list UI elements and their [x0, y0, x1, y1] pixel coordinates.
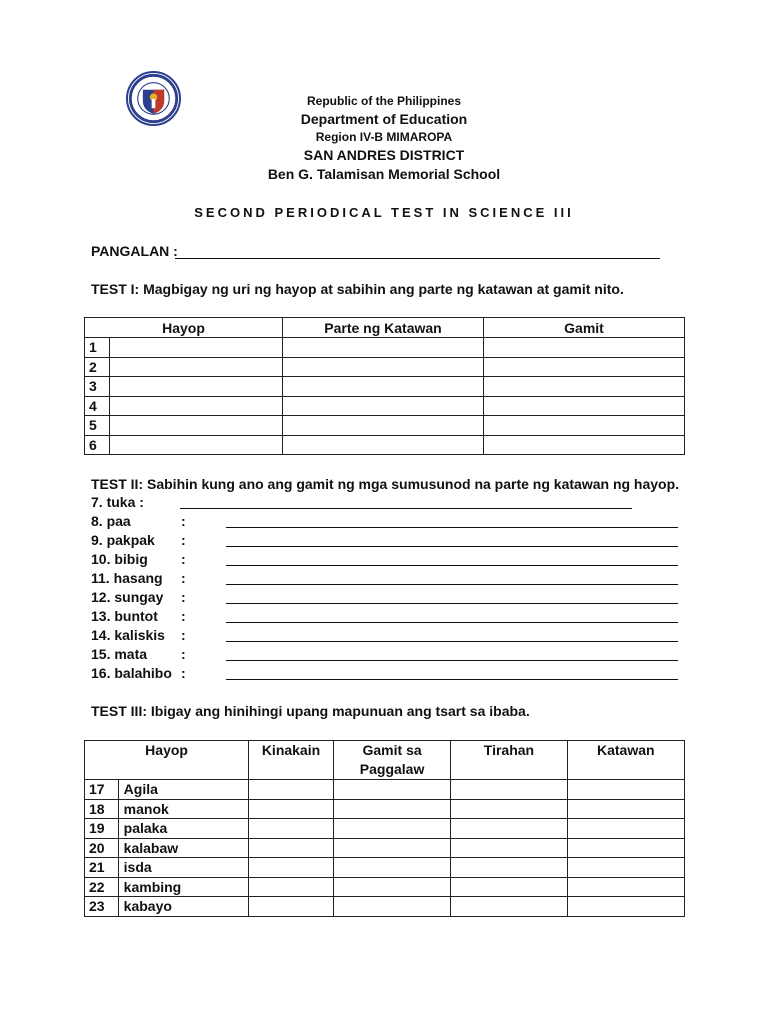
list-item — [91, 513, 681, 532]
test1-instruction: TEST I: Magbigay ng uri ng hayop at sabihin ang parte ng katawan at gamit nito. — [91, 281, 624, 297]
header-tirahan: Tirahan — [451, 741, 567, 780]
answer-cell[interactable] — [333, 799, 450, 819]
animal-name: isda — [118, 858, 248, 878]
answer-cell[interactable] — [484, 338, 685, 358]
table-row — [85, 858, 685, 878]
row-number: 4 — [85, 396, 110, 416]
answer-cell[interactable] — [110, 435, 283, 455]
answer-cell[interactable] — [333, 858, 450, 878]
row-number: 5 — [85, 416, 110, 436]
table-row — [85, 780, 685, 800]
answer-cell[interactable] — [484, 435, 685, 455]
test3-table — [84, 740, 685, 917]
row-number: 17 — [85, 780, 119, 800]
table-row — [85, 396, 685, 416]
row-number: 23 — [85, 897, 119, 917]
header-republic: Republic of the Philippines — [306, 94, 461, 108]
item-label: 7. tuka : — [91, 494, 144, 510]
answer-cell[interactable] — [567, 877, 684, 897]
item-label: 14. kaliskis — [91, 627, 165, 643]
item-label: 11. hasang — [91, 570, 163, 586]
item-label: 10. bibig — [91, 551, 148, 567]
item-colon: : — [181, 608, 186, 624]
header-gamit: Gamit — [484, 318, 685, 338]
answer-cell[interactable] — [249, 819, 334, 839]
answer-cell[interactable] — [567, 858, 684, 878]
table-header-row — [85, 741, 685, 780]
test-title: SECOND PERIODICAL TEST IN SCIENCE III — [194, 205, 574, 220]
answer-cell[interactable] — [484, 357, 685, 377]
test3-instruction: TEST III: Ibigay ang hinihingi upang mapunuan ang tsart sa ibaba. — [91, 703, 530, 719]
item-label: 12. sungay — [91, 589, 164, 605]
answer-cell[interactable] — [283, 357, 484, 377]
header-katawan: Katawan — [567, 741, 684, 780]
answer-line[interactable] — [226, 546, 678, 547]
list-item — [91, 532, 681, 551]
table-header-row — [85, 318, 685, 338]
item-colon: : — [181, 532, 186, 548]
table-row — [85, 416, 685, 436]
answer-line[interactable] — [226, 622, 678, 623]
table-row — [85, 819, 685, 839]
answer-line[interactable] — [226, 584, 678, 585]
answer-line[interactable] — [226, 660, 678, 661]
row-number: 2 — [85, 357, 110, 377]
answer-cell[interactable] — [567, 897, 684, 917]
answer-cell[interactable] — [333, 877, 450, 897]
answer-cell[interactable] — [451, 780, 567, 800]
answer-cell[interactable] — [110, 396, 283, 416]
test1-table — [84, 317, 685, 455]
animal-name: manok — [118, 799, 248, 819]
row-number: 20 — [85, 838, 119, 858]
answer-cell[interactable] — [283, 435, 484, 455]
table-row — [85, 377, 685, 397]
answer-cell[interactable] — [283, 377, 484, 397]
item-colon: : — [181, 513, 186, 529]
header-hayop: Hayop — [85, 741, 249, 780]
item-colon: : — [181, 589, 186, 605]
answer-cell[interactable] — [249, 799, 334, 819]
answer-cell[interactable] — [451, 897, 567, 917]
header-gamit-sa-paggalaw: Gamit sa Paggalaw — [333, 741, 450, 780]
list-item — [91, 627, 681, 646]
answer-cell[interactable] — [333, 780, 450, 800]
answer-cell[interactable] — [484, 416, 685, 436]
item-colon: : — [181, 627, 186, 643]
answer-cell[interactable] — [110, 416, 283, 436]
animal-name: kambing — [118, 877, 248, 897]
name-label: PANGALAN : — [91, 243, 178, 259]
answer-cell[interactable] — [283, 338, 484, 358]
header-kinakain: Kinakain — [249, 741, 334, 780]
row-number: 3 — [85, 377, 110, 397]
animal-name: Agila — [118, 780, 248, 800]
answer-cell[interactable] — [451, 819, 567, 839]
row-number: 6 — [85, 435, 110, 455]
answer-line[interactable] — [226, 641, 678, 642]
answer-cell[interactable] — [567, 838, 684, 858]
row-number: 19 — [85, 819, 119, 839]
table-row — [85, 357, 685, 377]
table-row — [85, 877, 685, 897]
row-number: 21 — [85, 858, 119, 878]
list-item — [91, 646, 681, 665]
answer-cell[interactable] — [484, 377, 685, 397]
header-district: SAN ANDRES DISTRICT — [303, 147, 465, 163]
table-row — [85, 838, 685, 858]
answer-cell[interactable] — [249, 858, 334, 878]
table-row — [85, 897, 685, 917]
list-item — [91, 570, 681, 589]
answer-line[interactable] — [226, 527, 678, 528]
answer-cell[interactable] — [333, 897, 450, 917]
list-item — [91, 494, 651, 513]
header-region: Region IV-B MIMAROPA — [315, 130, 453, 144]
item-colon: : — [181, 665, 186, 681]
answer-cell[interactable] — [451, 838, 567, 858]
list-item — [91, 589, 681, 608]
item-colon: : — [181, 551, 186, 567]
header-department: Department of Education — [300, 111, 468, 127]
answer-cell[interactable] — [110, 377, 283, 397]
table-row — [85, 435, 685, 455]
row-number: 18 — [85, 799, 119, 819]
answer-cell[interactable] — [451, 799, 567, 819]
answer-cell[interactable] — [451, 858, 567, 878]
row-number: 1 — [85, 338, 110, 358]
header-school: Ben G. Talamisan Memorial School — [267, 166, 501, 182]
table-row — [85, 799, 685, 819]
row-number: 22 — [85, 877, 119, 897]
test2-instruction: TEST II: Sabihin kung ano ang gamit ng mga sumusunod na parte ng katawan ng hayop. — [91, 476, 680, 492]
header-hayop: Hayop — [85, 318, 283, 338]
answer-cell[interactable] — [451, 877, 567, 897]
answer-cell[interactable] — [110, 357, 283, 377]
answer-cell[interactable] — [333, 819, 450, 839]
item-label: 13. buntot — [91, 608, 158, 624]
answer-cell[interactable] — [484, 396, 685, 416]
item-label: 15. mata — [91, 646, 148, 662]
answer-cell[interactable] — [249, 877, 334, 897]
name-answer-line[interactable] — [175, 258, 660, 259]
item-label: 9. pakpak — [91, 532, 155, 548]
answer-cell[interactable] — [567, 799, 684, 819]
answer-cell[interactable] — [249, 838, 334, 858]
item-label: 16. balahibo — [91, 665, 172, 681]
answer-cell[interactable] — [567, 780, 684, 800]
list-item — [91, 551, 681, 570]
item-colon: : — [181, 646, 186, 662]
answer-cell[interactable] — [110, 338, 283, 358]
list-item — [91, 608, 681, 627]
table-row — [85, 338, 685, 358]
animal-name: kalabaw — [118, 838, 248, 858]
answer-cell[interactable] — [283, 396, 484, 416]
list-item — [91, 665, 681, 684]
answer-line[interactable] — [226, 679, 678, 680]
answer-cell[interactable] — [333, 838, 450, 858]
item-colon: : — [181, 570, 186, 586]
answer-cell[interactable] — [283, 416, 484, 436]
answer-line[interactable] — [226, 603, 678, 604]
answer-line[interactable] — [226, 565, 678, 566]
answer-line[interactable] — [180, 508, 632, 509]
animal-name: kabayo — [118, 897, 248, 917]
answer-cell[interactable] — [249, 780, 334, 800]
header-parte: Parte ng Katawan — [283, 318, 484, 338]
item-label: 8. paa — [91, 513, 131, 529]
answer-cell[interactable] — [249, 897, 334, 917]
answer-cell[interactable] — [567, 819, 684, 839]
animal-name: palaka — [118, 819, 248, 839]
